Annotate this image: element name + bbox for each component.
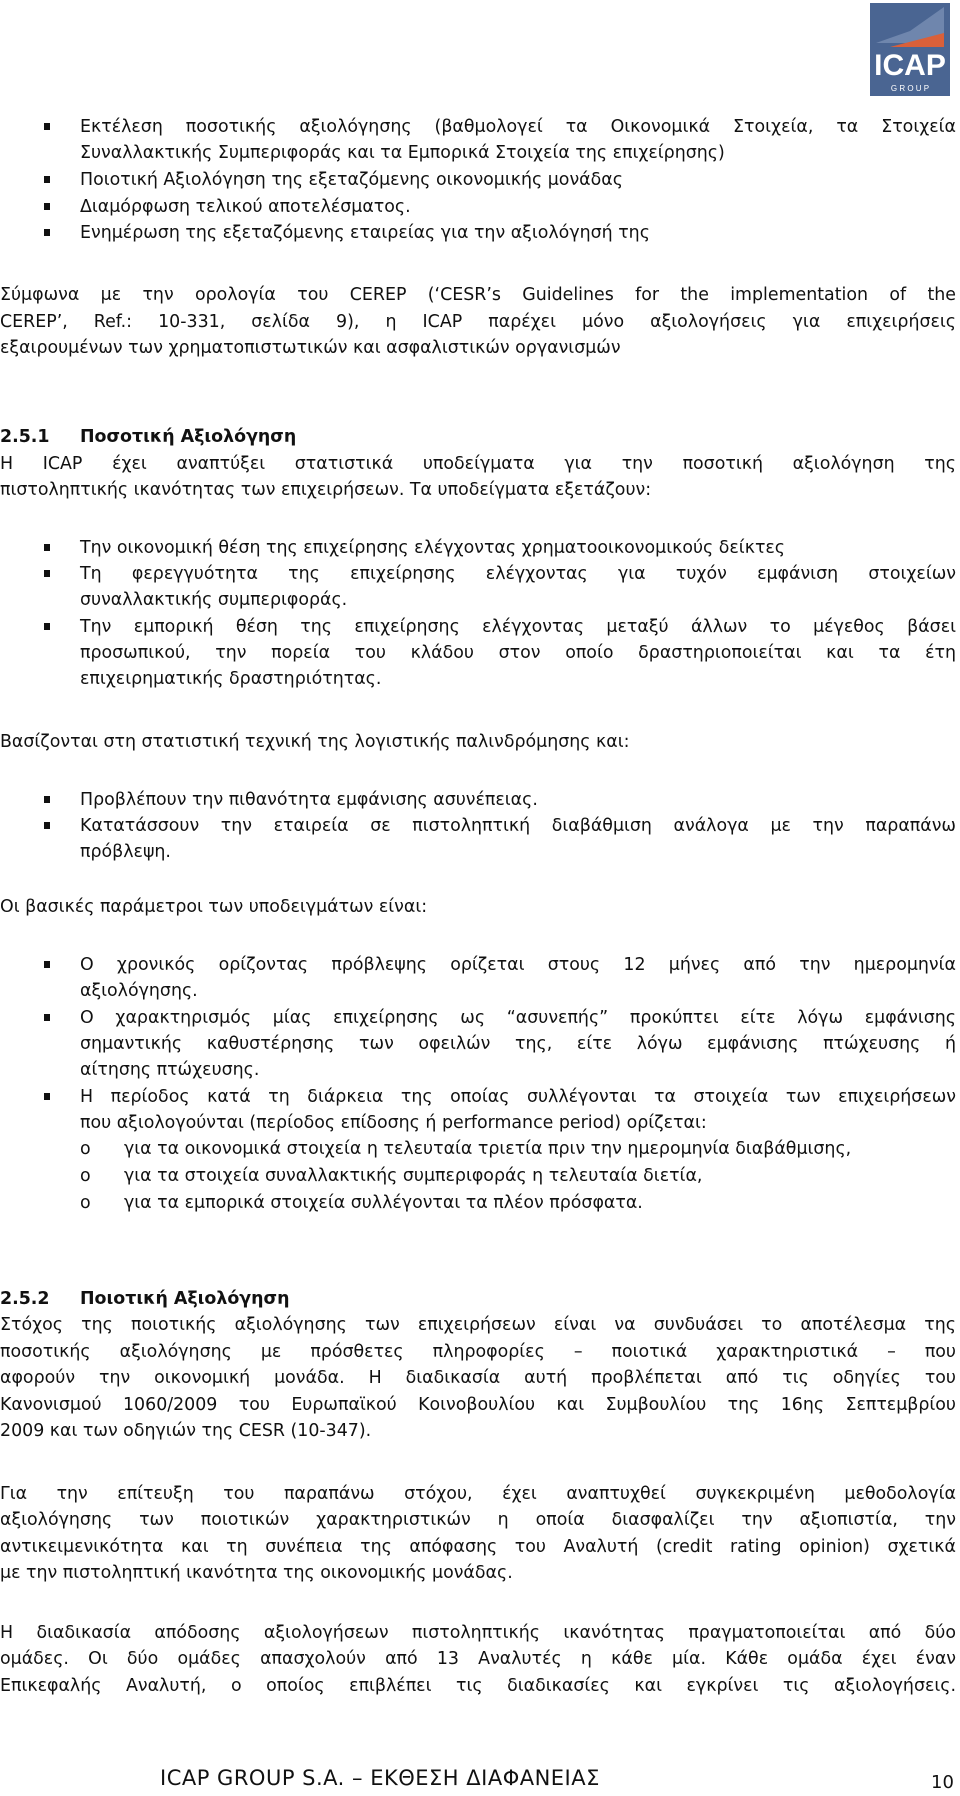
- s251-bullet3-3-line-1: Η περίοδος κατά τη διάρκεια της οποίας συλλέγονται τα στοιχεία των επιχειρήσεων: [80, 1087, 956, 1107]
- s251-bullet-2-line-2: συναλλακτικής συμπεριφοράς.: [80, 590, 348, 610]
- sub-bullet-marker: o: [80, 1139, 91, 1159]
- intro-bullet-4: Ενημέρωση της εξεταζόμενης εταιρείας για την αξιολόγησή της: [80, 223, 650, 243]
- s251-bullet-3-line-1: Την εμπορική θέση της επιχείρησης ελέγχοντας μεταξύ άλλων το μέγεθος βάσει: [80, 617, 956, 637]
- section-title: Ποιοτική Αξιολόγηση: [80, 1289, 290, 1309]
- s252-para1-line-4: Κανονισμού 1060/2009 του Ευρωπαϊκού Κοινοβουλίου και Συμβουλίου της 16ης Σεπτεμβρίου: [0, 1395, 956, 1415]
- page-number: 10: [931, 1772, 954, 1793]
- section-251-intro-line-1: Η ICAP έχει αναπτύξει στατιστικά υποδείγματα για την ποσοτική αξιολόγηση της: [0, 454, 956, 474]
- s252-para1-line-3: αφορούν την οικονομική μονάδα. Η διαδικασία αυτή προβλέπεται από τις οδηγίες του: [0, 1368, 956, 1388]
- s251-bullet-3-line-3: επιχειρηματικής δραστηριότητας.: [80, 669, 382, 689]
- bullet-marker: [44, 203, 50, 210]
- s252-para3-line-3: Επικεφαλής Αναλυτή, ο οποίος επιβλέπει τις διαδικασίες και εγκρίνει τις αξιολογήσεις.: [0, 1676, 956, 1696]
- logo-text: ICAP: [874, 49, 946, 82]
- intro-paragraph-line-2: CEREP’, Ref.: 10-331, σελίδα 9), η ICAP παρέχει μόνο αξιολογήσεις για επιχειρήσεις: [0, 312, 956, 332]
- intro-paragraph-line-3: εξαιρουμένων των χρηματοπιστωτικών και ασφαλιστικών οργανισμών: [0, 338, 621, 358]
- s251-bullet2-1: Προβλέπουν την πιθανότητα εμφάνισης ασυνέπειας.: [80, 790, 538, 810]
- bullet-marker: [44, 544, 50, 551]
- s252-para1-line-2: ποσοτικής αξιολόγησης με πρόσθετες πληροφορίες – ποιοτικά χαρακτηριστικά – που: [0, 1342, 956, 1362]
- intro-bullet-1-line-1: Εκτέλεση ποσοτικής αξιολόγησης (βαθμολογεί τα Οικονομικά Στοιχεία, τα Στοιχεία: [80, 117, 956, 137]
- s251-bullet2-2-line-2: πρόβλεψη.: [80, 842, 171, 862]
- s252-para2-line-1: Για την επίτευξη του παραπάνω στόχου, έχει αναπτυχθεί συγκεκριμένη μεθοδολογία: [0, 1484, 956, 1504]
- s251-sub-bullet-2: για τα στοιχεία συναλλακτικής συμπεριφοράς η τελευταία διετία,: [124, 1166, 703, 1186]
- s251-bullet-2-line-1: Τη φερεγγυότητα της επιχείρησης ελέγχοντας για τυχόν εμφάνιση στοιχείων: [80, 564, 956, 584]
- s251-paragraph-3: Οι βασικές παράμετροι των υποδειγμάτων είναι:: [0, 897, 428, 917]
- section-title: Ποσοτική Αξιολόγηση: [80, 427, 297, 447]
- s251-sub-bullet-1: για τα οικονομικά στοιχεία η τελευταία τριετία πριν την ημερομηνία διαβάθμισης,: [124, 1139, 852, 1159]
- s251-bullet3-2-line-3: αίτησης πτώχευσης.: [80, 1060, 260, 1080]
- intro-bullet-3: Διαμόρφωση τελικού αποτελέσματος.: [80, 197, 411, 217]
- s251-paragraph-2: Βασίζονται στη στατιστική τεχνική της λογιστικής παλινδρόμησης και:: [0, 732, 630, 752]
- bullet-marker: [44, 123, 50, 130]
- s252-para2-line-3: αντικειμενικότητα και τη συνέπεια της απόφασης του Αναλυτή (credit rating opinion) σχετικά: [0, 1537, 956, 1557]
- sub-bullet-marker: o: [80, 1193, 91, 1213]
- bullet-marker: [44, 822, 50, 829]
- s251-bullet3-2-line-1: Ο χαρακτηρισμός μίας επιχείρησης ως “ασυνεπής” προκύπτει είτε λόγω εμφάνισης: [80, 1008, 956, 1028]
- s252-para2-line-4: με την πιστοληπτική ικανότητα της οικονομικής μονάδας.: [0, 1563, 513, 1583]
- sub-bullet-marker: o: [80, 1166, 91, 1186]
- s251-bullet2-2-line-1: Κατατάσσουν την εταιρεία σε πιστοληπτική διαβάθμιση ανάλογα με την παραπάνω: [80, 816, 956, 836]
- bullet-marker: [44, 961, 50, 968]
- section-number: 2.5.1: [0, 427, 50, 447]
- icap-logo: [870, 3, 950, 96]
- s251-bullet-1: Την οικονομική θέση της επιχείρησης ελέγχοντας χρηματοοικονομικούς δείκτες: [80, 538, 786, 558]
- s252-para3-line-1: Η διαδικασία απόδοσης αξιολογήσεων πιστοληπτικής ικανότητας πραγματοποιείται από δύο: [0, 1623, 956, 1643]
- bullet-marker: [44, 623, 50, 630]
- bullet-marker: [44, 176, 50, 183]
- s251-bullet-3-line-2: προσωπικού, την πορεία του κλάδου στον οποίο δραστηριοποιείται και τα έτη: [80, 643, 956, 663]
- intro-bullet-1-line-2: Συναλλακτικής Συμπεριφοράς και τα Εμπορικά Στοιχεία της επιχείρησης): [80, 143, 725, 163]
- intro-paragraph-line-1: Σύμφωνα με την ορολογία του CEREP (‘CESR’s Guidelines for the implementation of the: [0, 285, 956, 305]
- s251-bullet3-2-line-2: σημαντικής καθυστέρησης των οφειλών της, είτε λόγω εμφάνισης πτώχευσης ή: [80, 1034, 956, 1054]
- section-number: 2.5.2: [0, 1289, 50, 1309]
- section-251-intro-line-2: πιστοληπτικής ικανότητας των επιχειρήσεων. Τα υποδείγματα εξετάζουν:: [0, 480, 652, 500]
- s251-bullet3-1-line-2: αξιολόγησης.: [80, 981, 198, 1001]
- logo-group: G R O U P: [890, 84, 930, 93]
- s252-para1-line-5: 2009 και των οδηγιών της CESR (10-347).: [0, 1421, 372, 1441]
- s252-para2-line-2: αξιολόγησης των ποιοτικών χαρακτηριστικών η οποία διασφαλίζει την αξιοπιστία, την: [0, 1510, 956, 1530]
- bullet-marker: [44, 570, 50, 577]
- footer-title: ICAP GROUP S.A. – ΕΚΘΕΣΗ ΔΙΑΦΑΝΕΙΑΣ: [160, 1766, 600, 1790]
- s252-para1-line-1: Στόχος της ποιοτικής αξιολόγησης των επιχειρήσεων είναι να συνδυάσει το αποτέλεσμα της: [0, 1315, 956, 1335]
- bullet-marker: [44, 796, 50, 803]
- s252-para3-line-2: ομάδες. Οι δύο ομάδες απασχολούν από 13 Αναλυτές η κάθε μία. Κάθε ομάδα έχει έναν: [0, 1649, 956, 1669]
- s251-bullet3-3-line-2: που αξιολογούνται (περίοδος επίδοσης ή performance period) ορίζεται:: [80, 1113, 707, 1133]
- bullet-marker: [44, 229, 50, 236]
- s251-sub-bullet-3: για τα εμπορικά στοιχεία συλλέγονται τα πλέον πρόσφατα.: [124, 1193, 643, 1213]
- intro-bullet-2: Ποιοτική Αξιολόγηση της εξεταζόμενης οικονομικής μονάδας: [80, 170, 623, 190]
- s251-bullet3-1-line-1: Ο χρονικός ορίζοντας πρόβλεψης ορίζεται στους 12 μήνες από την ημερομηνία: [80, 955, 956, 975]
- bullet-marker: [44, 1014, 50, 1021]
- bullet-marker: [44, 1093, 50, 1100]
